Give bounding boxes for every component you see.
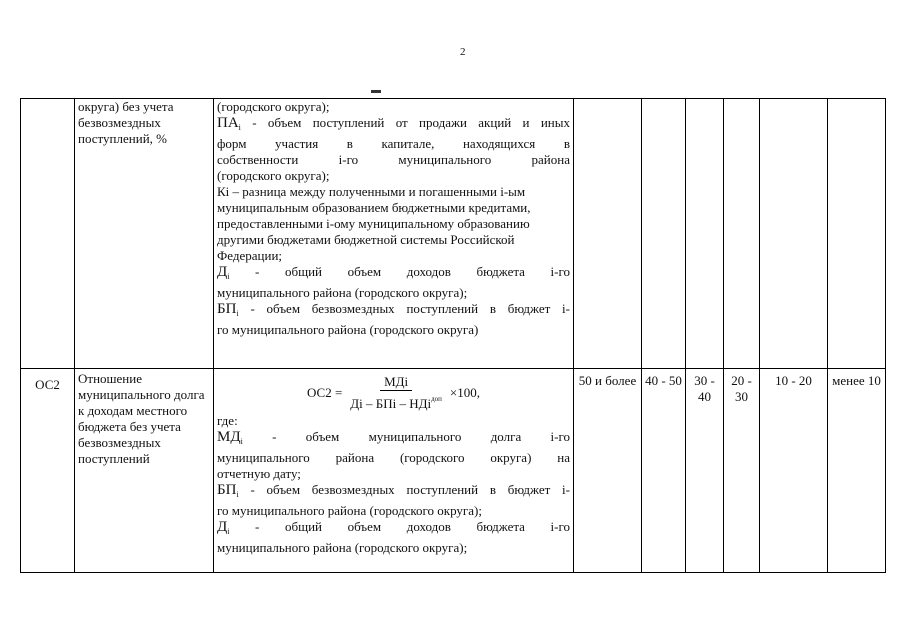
- desc-line: муниципального района (городского округа);: [217, 285, 468, 300]
- pa-definition: $ПА_i$ - объем поступлений от продажи акций и иных: [217, 115, 570, 132]
- bp-definition: $БП_i$ - объем безвозмездных поступлений в бюджет i-: [217, 301, 570, 318]
- desc-line: го муниципального района (городского округа): [217, 322, 479, 337]
- row2-description: [214, 369, 574, 573]
- desc-line: муниципального района (городского округа) на: [217, 450, 570, 465]
- desc-line: отчетную дату;: [217, 466, 301, 481]
- value-cell: 10 - 20: [760, 369, 828, 573]
- desc-line: (городского округа);: [217, 168, 330, 183]
- bp-definition: $БП_i$ - объем безвозмездных поступлений в бюджет i-: [217, 482, 570, 499]
- value-cell: 40 - 50: [642, 369, 686, 573]
- indicator-table: [20, 98, 886, 573]
- value-cell: 30 - 40: [686, 369, 724, 573]
- row2-name: Отношение муниципального долга к доходам местного бюджета без учета безвозмездных поступлений: [75, 369, 214, 573]
- ki-definition: Кi – разница между полученными и погашенными i-ым муниципальным образованием бюджетными кредитами, предоставленными i-ому муниципальному образованию другими бюджетами бюджетной системы Российской Федерации;: [217, 184, 531, 263]
- formula-fraction: $\frac{\text{МДi}}{Дi - БПi - НДi^{доп}}$: [350, 374, 442, 411]
- desc-line: (городского округа);: [217, 99, 330, 114]
- md-definition: $МД_i$ - объем муниципального долга i-го: [217, 429, 570, 446]
- desc-line: го муниципального района (городского округа);: [217, 503, 482, 518]
- where-label: где:: [217, 413, 238, 428]
- table-row: [21, 99, 886, 369]
- table-row: [21, 369, 886, 573]
- d-definition: $Д_i$ - общий объем доходов бюджета i-го: [217, 264, 570, 281]
- value-cell: менее 10: [828, 369, 886, 573]
- row1-description: [214, 99, 574, 369]
- desc-line: собственности i-го муниципального района: [217, 152, 570, 167]
- value-cell: 20 - 30: [724, 369, 760, 573]
- row2-code: ОС2: [21, 369, 75, 573]
- scan-mark: [371, 90, 381, 93]
- row1-name: округа) без учета безвозмездных поступлений, %: [75, 99, 214, 369]
- formula: ОС2 = $\frac{\text{МДi}}{Дi - БПi - НДi^{доп}}$ ×100,: [306, 374, 481, 411]
- row1-code: [21, 99, 75, 369]
- page-number: 2: [460, 46, 466, 58]
- value-cell: 50 и более: [574, 369, 642, 573]
- d-definition: $Д_i$ - общий объем доходов бюджета i-го: [217, 519, 570, 536]
- desc-line: форм участия в капитале, находящихся в: [217, 136, 570, 151]
- desc-line: муниципального района (городского округа);: [217, 540, 468, 555]
